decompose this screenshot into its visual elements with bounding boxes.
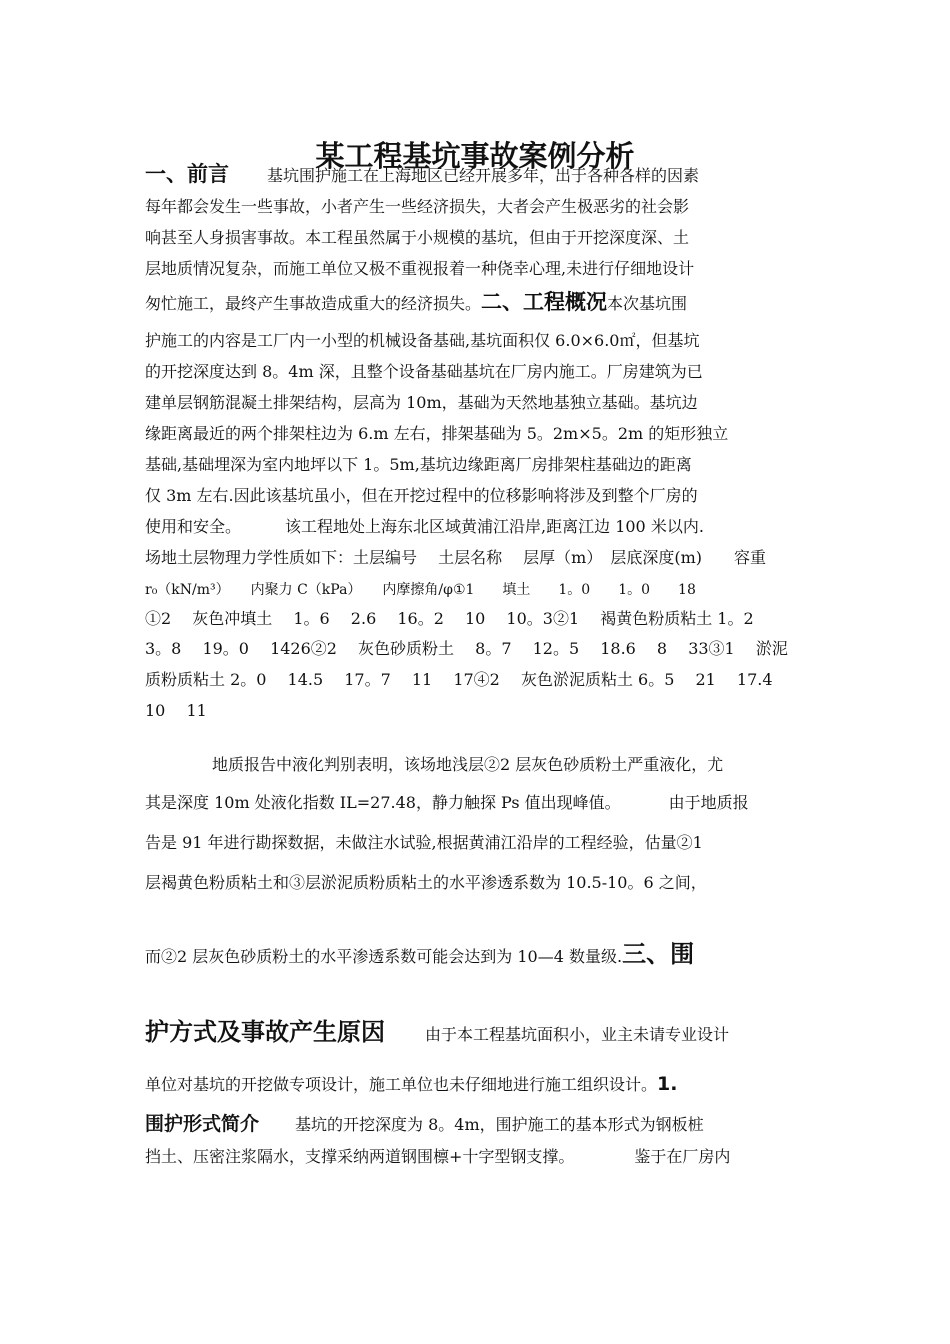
section-heading: 三、围 — [622, 940, 695, 968]
text-line — [145, 261, 694, 277]
section-heading: 二、工程概况 — [481, 290, 608, 314]
text-run: 由于本工程基坑面积小，业主未请专业设计 — [425, 1025, 730, 1044]
text-run: 建单层钢筋混凝土排架结构，层高为 10m，基础为天然地基独立基础。基坑边 — [145, 393, 698, 412]
text-line — [145, 795, 749, 811]
page-title: 某工程基坑事故案例分析 — [315, 139, 635, 173]
text-line — [145, 199, 689, 215]
text-line — [145, 875, 707, 891]
text-run: 基础,基础埋深为室内地坪以下 1。5m,基坑边缘距离厂房排架柱基础边的距离 — [145, 455, 692, 474]
text-run: r₀（kN/m³） 内聚力 C（kPa） 内摩擦角/φ①1 填土 1。0 1。0 18 — [145, 582, 696, 598]
text-line — [145, 942, 694, 966]
text-line — [145, 457, 692, 473]
text-line — [145, 292, 687, 313]
text-run: 10 11 — [145, 701, 207, 720]
text-run: 告是 91 年进行勘探数据，未做注水试验,根据黄浦江沿岸的工程经验，估量②1 — [145, 833, 703, 852]
text-line — [145, 333, 699, 349]
text-line — [145, 426, 728, 442]
text-run: 单位对基坑的开挖做专项设计，施工单位也未仔细地进行施工组织设计。 — [145, 1075, 658, 1094]
text-run: 护施工的内容是工厂内一小型的机械设备基础,基坑面积仅 6.0×6.0㎡，但基坑 — [145, 331, 700, 350]
text-run: 使用和安全。 — [145, 517, 242, 536]
text-run: 3。8 19。0 1426②2 灰色砂质粉土 8。7 12。5 18.6 8 33③1 淤泥 — [145, 639, 788, 658]
text-line — [145, 641, 788, 657]
text-line — [145, 1075, 677, 1094]
section-heading: 护方式及事故产生原因 — [145, 1018, 385, 1046]
text-run: 鉴于在厂房内 — [634, 1147, 731, 1166]
text-line — [145, 835, 703, 851]
text-line — [145, 550, 766, 566]
text-line — [145, 1149, 730, 1165]
text-line — [145, 519, 704, 535]
text-line — [145, 1115, 704, 1134]
text-line — [145, 488, 698, 504]
text-run: 而②2 层灰色砂质粉土的水平渗透系数可能会达到为 10—4 数量级. — [145, 947, 623, 966]
text-line — [145, 164, 699, 185]
text-run: ①2 灰色冲填土 1。6 2.6 16。2 10 10。3②1 褐黄色粉质粘土 1。2 — [145, 609, 754, 628]
text-run: 场地土层物理力学性质如下：土层编号 土层名称 层厚（m） 层底深度(m) 容重 — [145, 548, 767, 567]
section-heading: 前言 — [187, 162, 229, 186]
text-run: 质粉质粘土 2。0 14.5 17。7 11 17④2 灰色淤泥质粘土 6。5 21 17.4 — [145, 670, 773, 689]
text-run: 基坑的开挖深度为 8。4m，围护施工的基本形式为钢板桩 — [295, 1115, 704, 1134]
text-line — [145, 395, 698, 411]
text-run: 层地质情况复杂，而施工单位又极不重视报着一种侥幸心理,未进行仔细地设计 — [145, 259, 695, 278]
text-line — [145, 672, 773, 688]
text-run: 本次基坑围 — [607, 294, 688, 313]
text-run: 由于地质报 — [668, 793, 749, 812]
text-run: 响甚至人身损害事故。本工程虽然属于小规模的基坑，但由于开挖深度深、土 — [145, 228, 690, 247]
text-line — [178, 757, 723, 773]
text-line — [145, 1020, 729, 1044]
text-line — [145, 230, 689, 246]
text-run: 缘距离最近的两个排架柱边为 6.m 左右，排架基础为 5。2m×5。2m 的矩形独立 — [145, 424, 729, 443]
text-run: 挡土、压密注浆隔水，支撑采纳两道钢围檩+十字型钢支撑。 — [145, 1147, 575, 1166]
text-run: 层褐黄色粉质粘土和③层淤泥质粉质粘土的水平渗透系数为 10.5-10。6 之间， — [145, 873, 707, 892]
text-run: 其是深度 10m 处液化指数 IL=27.48，静力触探 Ps 值出现峰值。 — [145, 793, 621, 812]
text-run: 的开挖深度达到 8。4m 深，且整个设备基础基坑在厂房内施工。厂房建筑为已 — [145, 362, 703, 381]
text-run: 地质报告中液化判别表明，该场地浅层②2 层灰色砂质粉土严重液化，尤 — [212, 755, 724, 774]
text-run: 该工程地处上海东北区域黄浦江沿岸,距离江边 100 米以内. — [285, 517, 704, 536]
text-line — [145, 703, 207, 719]
text-line — [145, 581, 696, 597]
text-line — [145, 611, 754, 627]
section-heading: 围护形式简介 — [145, 1113, 260, 1135]
section-heading: 1. — [657, 1073, 678, 1095]
text-line — [145, 364, 703, 380]
section-heading: 一、 — [145, 162, 187, 186]
text-run: 匆忙施工，最终产生事故造成重大的经济损失。 — [145, 294, 482, 313]
text-run: 每年都会发生一些事故，小者产生一些经济损失，大者会产生极恶劣的社会影 — [145, 197, 690, 216]
text-run: 基坑围护施工在上海地区已经开展多年，出于各种各样的因素 — [267, 166, 700, 185]
text-run: 仅 3m 左右.因此该基坑虽小，但在开挖过程中的位移影响将涉及到整个厂房的 — [145, 486, 698, 505]
